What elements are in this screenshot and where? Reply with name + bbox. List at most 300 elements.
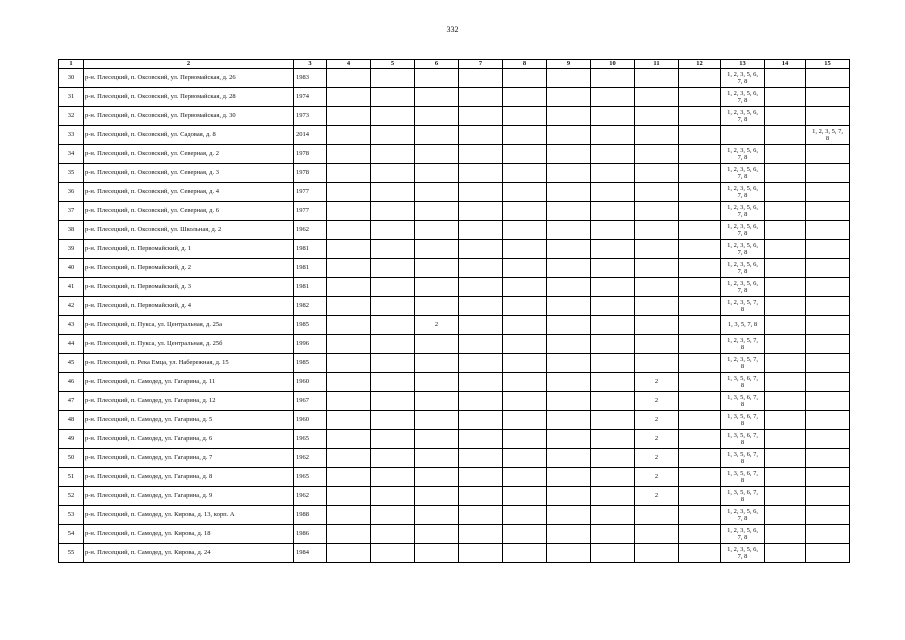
col12-cell [679,145,721,164]
col5-cell [371,354,415,373]
col10-cell [591,411,635,430]
col6-cell [415,525,459,544]
address-cell: р-н. Плесецкий, п. Самодед, ул. Гагарина, д. 7 [84,449,294,468]
col4-cell [327,487,371,506]
col14-cell [765,164,806,183]
col11-cell [635,278,679,297]
row-number: 49 [59,430,84,449]
col11-cell [635,107,679,126]
col6-cell [415,373,459,392]
col4-cell [327,164,371,183]
col6-cell: 2 [415,316,459,335]
col9-cell [547,69,591,88]
year-cell: 1973 [294,107,327,126]
row-number: 53 [59,506,84,525]
col12-cell [679,240,721,259]
col7-cell [459,487,503,506]
year-cell: 2014 [294,126,327,145]
column-header-10: 10 [591,60,635,69]
col8-cell [503,411,547,430]
col9-cell [547,259,591,278]
col13-cell: 1, 2, 3, 5, 6, 7, 8 [721,69,765,88]
col7-cell [459,126,503,145]
col9-cell [547,221,591,240]
col13-cell: 1, 2, 3, 5, 6, 7, 8 [721,544,765,563]
column-header-9: 9 [547,60,591,69]
col12-cell [679,373,721,392]
col11-cell [635,221,679,240]
col11-cell [635,164,679,183]
col7-cell [459,202,503,221]
col9-cell [547,449,591,468]
col10-cell [591,278,635,297]
address-cell: р-н. Плесецкий, п. Оксовский, ул. Северная, д. 4 [84,183,294,202]
col9-cell [547,430,591,449]
col5-cell [371,335,415,354]
col4-cell [327,525,371,544]
row-number: 44 [59,335,84,354]
row-number: 33 [59,126,84,145]
col9-cell [547,468,591,487]
row-number: 55 [59,544,84,563]
col6-cell [415,240,459,259]
col10-cell [591,107,635,126]
col15-cell [806,107,850,126]
col9-cell [547,88,591,107]
year-cell: 1978 [294,145,327,164]
col14-cell [765,259,806,278]
address-cell: р-н. Плесецкий, п. Первомайский, д. 4 [84,297,294,316]
col12-cell [679,297,721,316]
col7-cell [459,468,503,487]
col4-cell [327,107,371,126]
col10-cell [591,468,635,487]
table-row [59,316,850,335]
col6-cell [415,107,459,126]
address-cell: р-н. Плесецкий, п. Самодед, ул. Кирова, д. 24 [84,544,294,563]
col14-cell [765,145,806,164]
col6-cell [415,259,459,278]
col12-cell [679,411,721,430]
year-cell: 1988 [294,506,327,525]
col15-cell [806,202,850,221]
table-row [59,69,850,88]
col11-cell [635,240,679,259]
table-body [59,69,850,563]
col12-cell [679,164,721,183]
col12-cell [679,88,721,107]
col9-cell [547,164,591,183]
table-row [59,373,850,392]
col11-cell: 2 [635,468,679,487]
col12-cell [679,525,721,544]
col8-cell [503,297,547,316]
col12-cell [679,487,721,506]
col12-cell [679,202,721,221]
col11-cell [635,506,679,525]
address-cell: р-н. Плесецкий, п. Самодед, ул. Гагарина, д. 6 [84,430,294,449]
col6-cell [415,506,459,525]
table-row [59,126,850,145]
row-number: 40 [59,259,84,278]
col10-cell [591,126,635,145]
col13-cell: 1, 2, 3, 5, 6, 7, 8 [721,164,765,183]
col4-cell [327,506,371,525]
col13-cell: 1, 3, 5, 6, 7, 8 [721,411,765,430]
col13-cell: 1, 2, 3, 5, 6, 7, 8 [721,145,765,164]
col15-cell [806,525,850,544]
column-header-15: 15 [806,60,850,69]
row-number: 35 [59,164,84,183]
col6-cell [415,335,459,354]
col13-cell: 1, 2, 3, 5, 6, 7, 8 [721,278,765,297]
col5-cell [371,373,415,392]
col14-cell [765,183,806,202]
col5-cell [371,164,415,183]
col5-cell [371,259,415,278]
col15-cell [806,240,850,259]
table-row [59,259,850,278]
col7-cell [459,164,503,183]
row-number: 39 [59,240,84,259]
column-header-4: 4 [327,60,371,69]
col6-cell [415,88,459,107]
col13-cell: 1, 2, 3, 5, 6, 7, 8 [721,183,765,202]
col14-cell [765,487,806,506]
table-row [59,430,850,449]
col6-cell [415,297,459,316]
col13-cell: 1, 2, 3, 5, 6, 7, 8 [721,259,765,278]
col11-cell [635,145,679,164]
address-cell: р-н. Плесецкий, п. Первомайский, д. 2 [84,259,294,278]
table-row [59,278,850,297]
housing-table [58,59,850,563]
col5-cell [371,107,415,126]
col9-cell [547,278,591,297]
col12-cell [679,126,721,145]
year-cell: 1996 [294,335,327,354]
col13-cell: 1, 2, 3, 5, 7, 8 [721,354,765,373]
col15-cell [806,297,850,316]
address-cell: р-н. Плесецкий, п. Самодед, ул. Гагарина, д. 8 [84,468,294,487]
col7-cell [459,544,503,563]
row-number: 42 [59,297,84,316]
col8-cell [503,525,547,544]
col15-cell [806,221,850,240]
column-header-11: 11 [635,60,679,69]
col8-cell [503,221,547,240]
col8-cell [503,69,547,88]
col15-cell [806,373,850,392]
column-header-8: 8 [503,60,547,69]
address-cell: р-н. Плесецкий, п. Оксовский, ул. Первомайская, д. 28 [84,88,294,107]
col13-cell: 1, 3, 5, 6, 7, 8 [721,373,765,392]
col7-cell [459,88,503,107]
year-cell: 1965 [294,430,327,449]
col12-cell [679,183,721,202]
col11-cell [635,202,679,221]
col15-cell [806,183,850,202]
col6-cell [415,69,459,88]
col8-cell [503,145,547,164]
col9-cell [547,525,591,544]
col6-cell [415,221,459,240]
col15-cell [806,392,850,411]
col6-cell [415,430,459,449]
table-row [59,88,850,107]
col15-cell [806,544,850,563]
col12-cell [679,69,721,88]
col9-cell [547,544,591,563]
col8-cell [503,259,547,278]
col5-cell [371,392,415,411]
address-cell: р-н. Плесецкий, п. Пукса, ул. Центральная, д. 25б [84,335,294,354]
address-cell: р-н. Плесецкий, п. Самодед, ул. Кирова, д. 18 [84,525,294,544]
col7-cell [459,430,503,449]
year-cell: 1977 [294,183,327,202]
col15-cell [806,259,850,278]
col4-cell [327,449,371,468]
col8-cell [503,202,547,221]
row-number: 52 [59,487,84,506]
col8-cell [503,487,547,506]
row-number: 47 [59,392,84,411]
col13-cell: 1, 3, 5, 6, 7, 8 [721,392,765,411]
col8-cell [503,430,547,449]
col5-cell [371,506,415,525]
col11-cell: 2 [635,449,679,468]
col8-cell [503,506,547,525]
col10-cell [591,145,635,164]
col5-cell [371,278,415,297]
col12-cell [679,430,721,449]
col9-cell [547,487,591,506]
col15-cell [806,278,850,297]
col5-cell [371,69,415,88]
col10-cell [591,544,635,563]
table-row [59,468,850,487]
col11-cell [635,126,679,145]
col6-cell [415,392,459,411]
col15-cell [806,335,850,354]
page-number: 332 [446,25,459,34]
address-cell: р-н. Плесецкий, п. Оксовский, ул. Школьная, д. 2 [84,221,294,240]
col10-cell [591,202,635,221]
address-cell: р-н. Плесецкий, п. Оксовский, ул. Северная, д. 6 [84,202,294,221]
col10-cell [591,297,635,316]
year-cell: 1960 [294,411,327,430]
col10-cell [591,221,635,240]
column-header-14: 14 [765,60,806,69]
address-cell: р-н. Плесецкий, п. Оксовский, ул. Северная, д. 3 [84,164,294,183]
col8-cell [503,449,547,468]
col7-cell [459,278,503,297]
col4-cell [327,259,371,278]
col13-cell: 1, 3, 5, 6, 7, 8 [721,449,765,468]
header-row [59,60,850,69]
col11-cell: 2 [635,487,679,506]
col8-cell [503,164,547,183]
year-cell: 1962 [294,221,327,240]
col12-cell [679,544,721,563]
col12-cell [679,107,721,126]
col4-cell [327,354,371,373]
col7-cell [459,449,503,468]
year-cell: 1960 [294,373,327,392]
table-row [59,164,850,183]
col7-cell [459,392,503,411]
col14-cell [765,202,806,221]
col8-cell [503,278,547,297]
address-cell: р-н. Плесецкий, п. Самодед, ул. Гагарина, д. 11 [84,373,294,392]
col6-cell [415,183,459,202]
col13-cell: 1, 2, 3, 5, 7, 8 [721,335,765,354]
col10-cell [591,449,635,468]
table-row [59,506,850,525]
col10-cell [591,164,635,183]
col11-cell [635,525,679,544]
col5-cell [371,544,415,563]
col8-cell [503,88,547,107]
table-row [59,411,850,430]
col4-cell [327,430,371,449]
col9-cell [547,354,591,373]
col12-cell [679,468,721,487]
address-cell: р-н. Плесецкий, п. Самодед, ул. Кирова, д. 13, корп. А [84,506,294,525]
col7-cell [459,316,503,335]
col5-cell [371,183,415,202]
row-number: 38 [59,221,84,240]
col14-cell [765,278,806,297]
col9-cell [547,126,591,145]
col4-cell [327,240,371,259]
col13-cell [721,126,765,145]
col10-cell [591,525,635,544]
col15-cell [806,506,850,525]
col11-cell: 2 [635,411,679,430]
col9-cell [547,202,591,221]
col5-cell [371,145,415,164]
col9-cell [547,373,591,392]
row-number: 32 [59,107,84,126]
col11-cell [635,316,679,335]
address-cell: р-н. Плесецкий, п. Оксовский, ул. Первомайская, д. 30 [84,107,294,126]
col10-cell [591,183,635,202]
column-header-1: 1 [59,60,84,69]
year-cell: 1981 [294,259,327,278]
col4-cell [327,69,371,88]
table-row [59,145,850,164]
col10-cell [591,316,635,335]
address-cell: р-н. Плесецкий, п. Оксовский, ул. Садовая, д. 8 [84,126,294,145]
col15-cell [806,487,850,506]
col8-cell [503,392,547,411]
col8-cell [503,544,547,563]
col14-cell [765,544,806,563]
year-cell: 1985 [294,354,327,373]
row-number: 51 [59,468,84,487]
year-cell: 1982 [294,297,327,316]
col5-cell [371,221,415,240]
col5-cell [371,126,415,145]
col4-cell [327,316,371,335]
row-number: 45 [59,354,84,373]
col13-cell: 1, 2, 3, 5, 6, 7, 8 [721,221,765,240]
col5-cell [371,430,415,449]
col14-cell [765,335,806,354]
col4-cell [327,88,371,107]
col10-cell [591,392,635,411]
table-row [59,107,850,126]
column-header-3: 3 [294,60,327,69]
col15-cell [806,468,850,487]
col7-cell [459,354,503,373]
year-cell: 1983 [294,69,327,88]
col11-cell: 2 [635,392,679,411]
col11-cell [635,544,679,563]
col13-cell: 1, 2, 3, 5, 6, 7, 8 [721,202,765,221]
col7-cell [459,297,503,316]
column-header-5: 5 [371,60,415,69]
col7-cell [459,411,503,430]
column-header-7: 7 [459,60,503,69]
col4-cell [327,297,371,316]
col4-cell [327,468,371,487]
col13-cell: 1, 3, 5, 6, 7, 8 [721,430,765,449]
row-number: 41 [59,278,84,297]
col13-cell: 1, 2, 3, 5, 7, 8 [721,297,765,316]
col4-cell [327,411,371,430]
col8-cell [503,373,547,392]
col14-cell [765,430,806,449]
col7-cell [459,69,503,88]
column-header-2: 2 [84,60,294,69]
col8-cell [503,316,547,335]
row-number: 54 [59,525,84,544]
col4-cell [327,145,371,164]
col11-cell [635,354,679,373]
col13-cell: 1, 2, 3, 5, 6, 7, 8 [721,506,765,525]
col7-cell [459,506,503,525]
col7-cell [459,221,503,240]
col8-cell [503,354,547,373]
col6-cell [415,449,459,468]
col6-cell [415,278,459,297]
col5-cell [371,487,415,506]
col9-cell [547,335,591,354]
col14-cell [765,449,806,468]
row-number: 50 [59,449,84,468]
col5-cell [371,88,415,107]
year-cell: 1978 [294,164,327,183]
table-row [59,183,850,202]
table-row [59,354,850,373]
col9-cell [547,297,591,316]
col10-cell [591,240,635,259]
year-cell: 1974 [294,88,327,107]
col9-cell [547,107,591,126]
col14-cell [765,373,806,392]
row-number: 46 [59,373,84,392]
col15-cell [806,145,850,164]
col15-cell [806,354,850,373]
col10-cell [591,487,635,506]
col4-cell [327,202,371,221]
col4-cell [327,221,371,240]
address-cell: р-н. Плесецкий, п. Самодед, ул. Гагарина, д. 9 [84,487,294,506]
col9-cell [547,316,591,335]
col13-cell: 1, 2, 3, 5, 6, 7, 8 [721,240,765,259]
